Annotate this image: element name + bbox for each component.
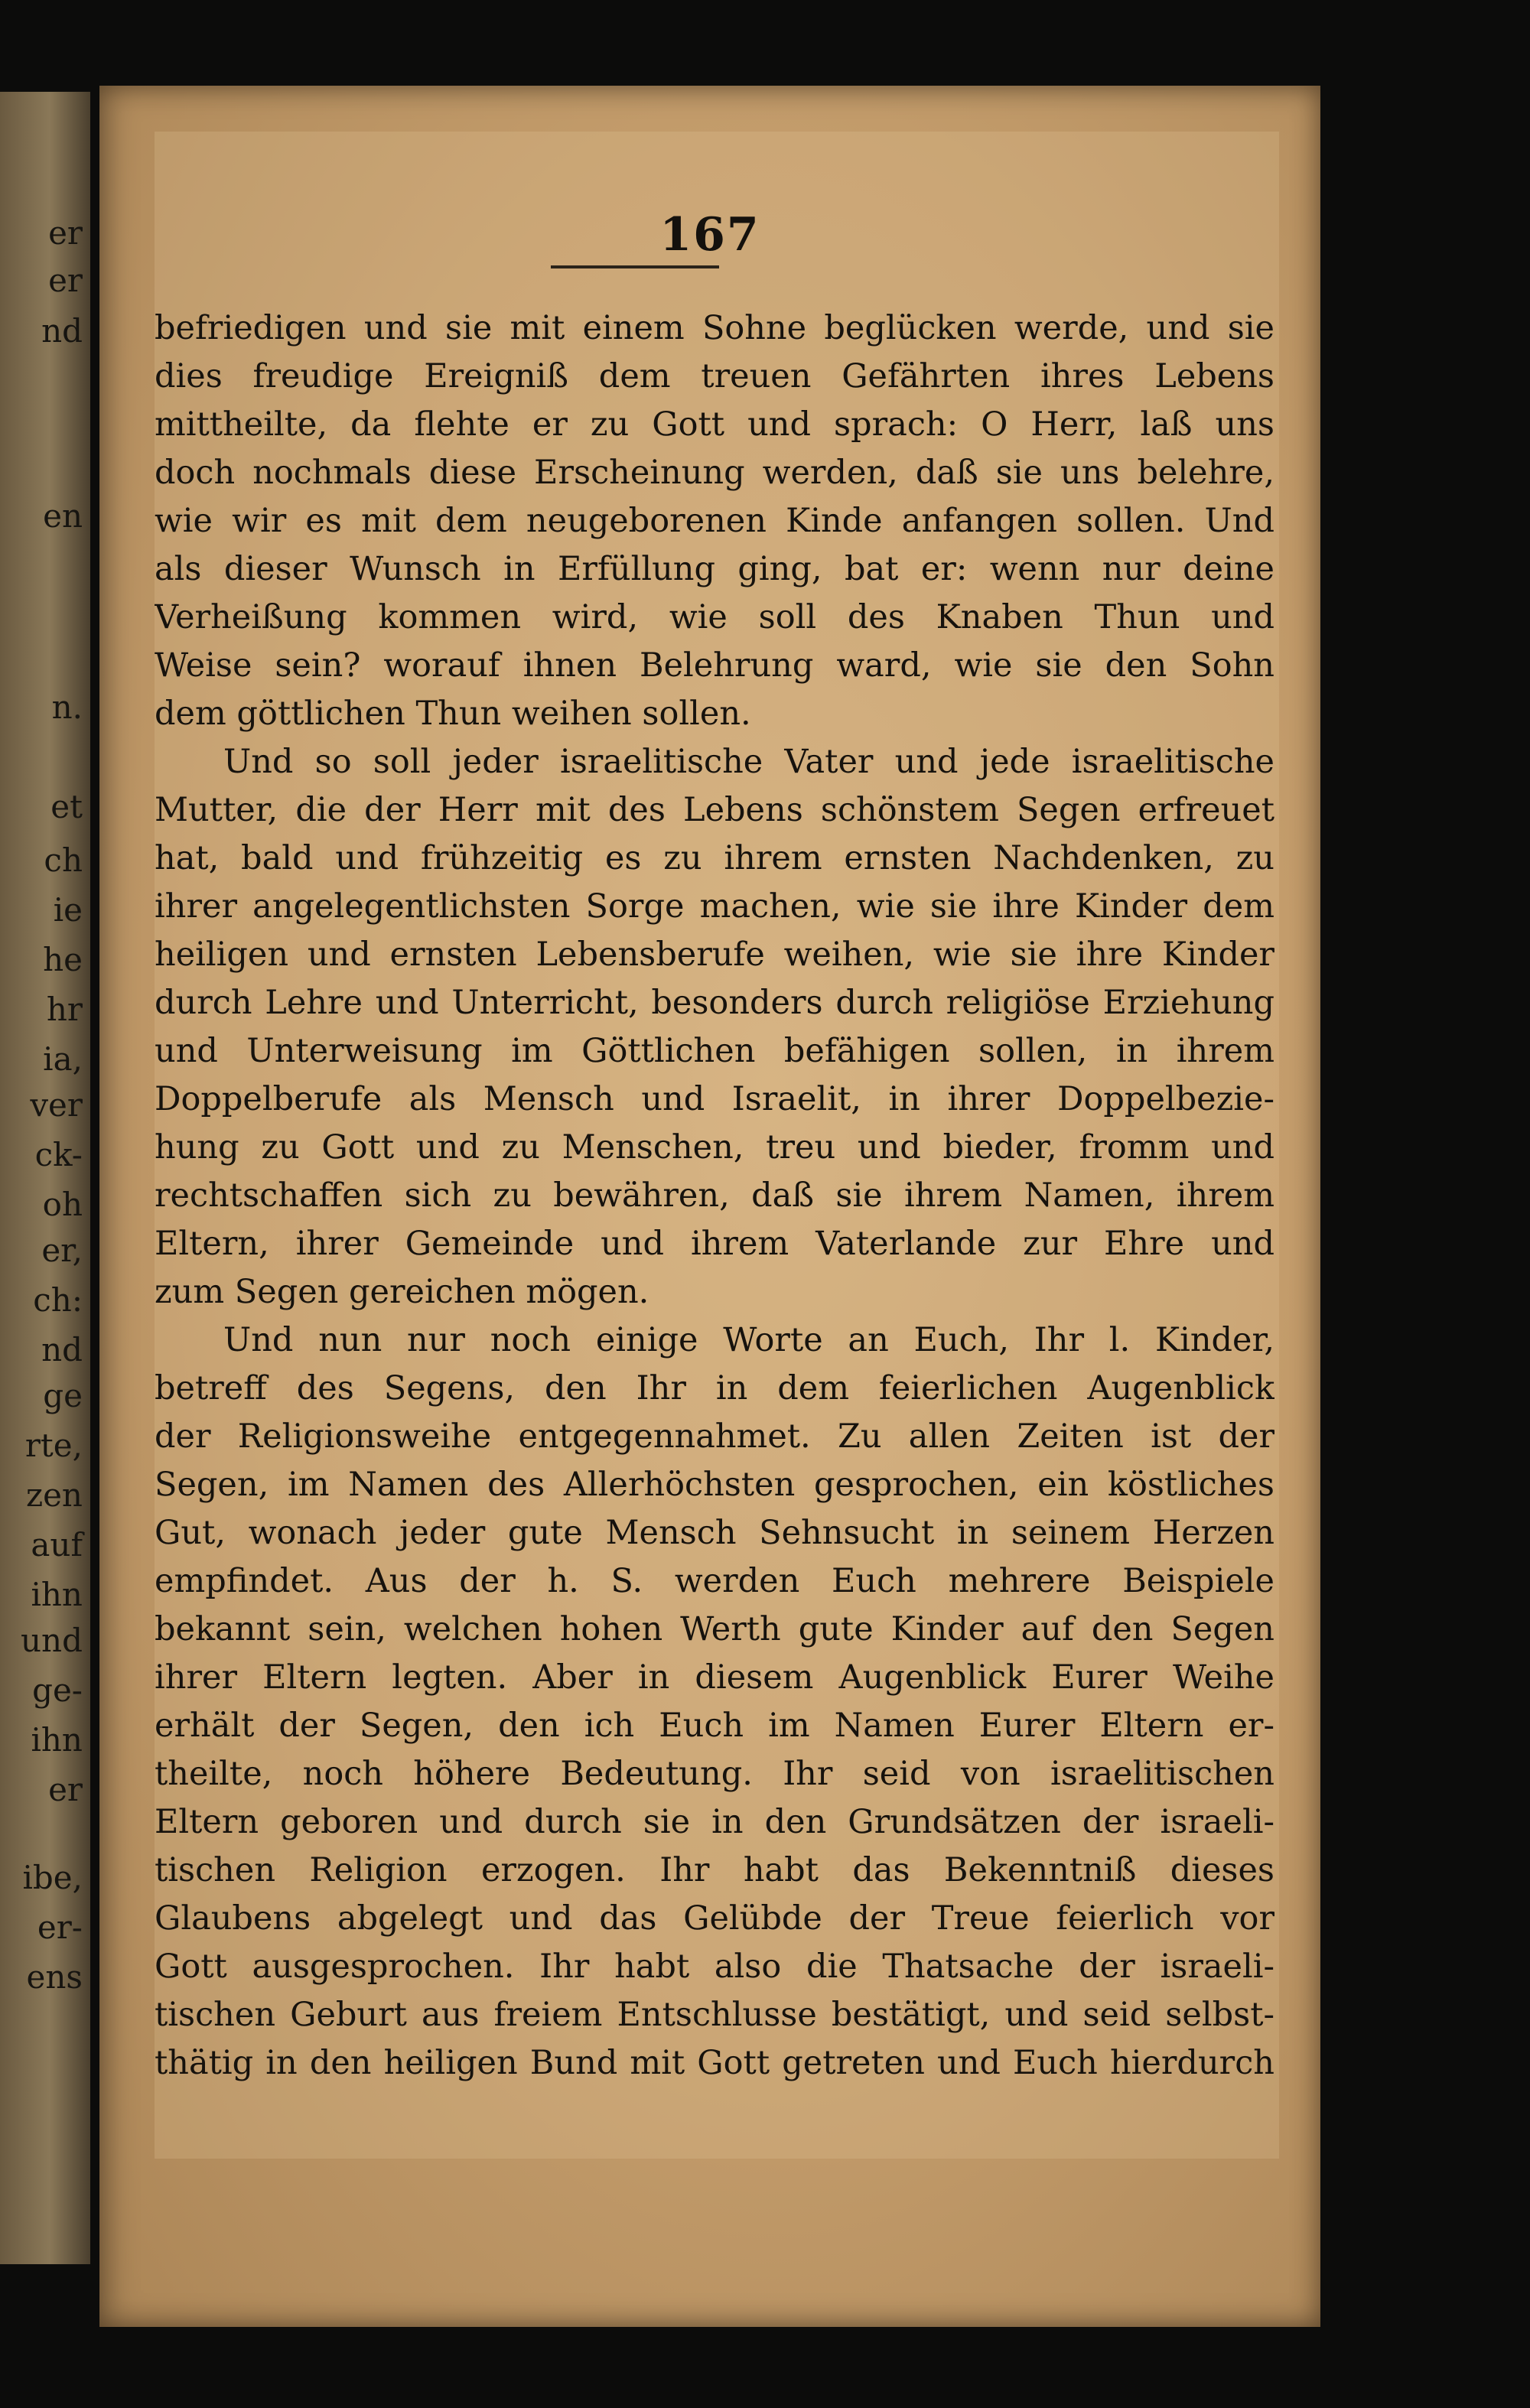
facing-page-fragment: er	[48, 1771, 83, 1808]
text-line: rechtschaffen sich zu bewähren, daß sie ihrem Namen, ihrem	[155, 1176, 1274, 1215]
facing-page-fragment: er	[48, 262, 83, 299]
text-line: tischen Geburt aus freiem Entschlusse bestätigt, und seid selbst-	[155, 1996, 1274, 2034]
facing-page-edge	[0, 92, 90, 2264]
page-number-rule	[551, 265, 719, 268]
text-line: Doppelberufe als Mensch und Israelit, in ihrer Doppelbezie-	[155, 1080, 1274, 1118]
facing-page-fragment: ie	[53, 891, 83, 929]
text-line: tischen Religion erzogen. Ihr habt das Bekenntniß dieses	[155, 1851, 1274, 1889]
text-line: theilte, noch höhere Bedeutung. Ihr seid von israelitischen	[155, 1755, 1274, 1793]
text-line: doch nochmals diese Erscheinung werden, daß sie uns belehre,	[155, 454, 1274, 492]
text-line: heiligen und ernsten Lebensberufe weihen, wie sie ihre Kinder	[155, 936, 1274, 974]
facing-page-fragment: ia,	[43, 1040, 83, 1078]
facing-page-fragment: nd	[41, 312, 83, 350]
facing-page-fragment: nd	[41, 1331, 83, 1368]
text-line: ihrer Eltern legten. Aber in diesem Augenblick Eurer Weihe	[155, 1658, 1274, 1697]
text-line: bekannt sein, welchen hohen Werth gute Kinder auf den Segen	[155, 1610, 1274, 1648]
text-line: mittheilte, da flehte er zu Gott und sprach: O Herr, laß uns	[155, 405, 1274, 444]
facing-page-fragment: auf	[31, 1526, 83, 1564]
facing-page-fragment: rte,	[24, 1427, 83, 1464]
facing-page-fragment: hr	[46, 991, 83, 1028]
text-line: Mutter, die der Herr mit des Lebens schönstem Segen erfreuet	[155, 791, 1274, 829]
facing-page-fragment: ens	[26, 1958, 83, 1996]
text-line: Eltern geboren und durch sie in den Grundsätzen der israeli-	[155, 1803, 1274, 1841]
text-line: befriedigen und sie mit einem Sohne beglücken werde, und sie	[155, 309, 1274, 347]
text-line: Verheißung kommen wird, wie soll des Knaben Thun und	[155, 598, 1274, 636]
text-line: Und nun nur noch einige Worte an Euch, Ihr l. Kinder,	[223, 1321, 1274, 1359]
facing-page-fragment: ihn	[31, 1721, 83, 1759]
page-number: 167	[659, 208, 760, 262]
facing-page-fragment: ck-	[34, 1136, 83, 1173]
text-line: wie wir es mit dem neugeborenen Kinde anfangen sollen. Und	[155, 502, 1274, 540]
facing-page-fragment: ch	[44, 841, 83, 879]
facing-page-fragment: n.	[51, 688, 83, 726]
text-line: Gott ausgesprochen. Ihr habt also die Thatsache der israeli-	[155, 1948, 1274, 1986]
text-line: und Unterweisung im Göttlichen befähigen sollen, in ihrem	[155, 1032, 1274, 1070]
text-line: Weise sein? worauf ihnen Belehrung ward, wie sie den Sohn	[155, 646, 1274, 685]
facing-page-fragment: en	[43, 497, 83, 535]
text-line: Eltern, ihrer Gemeinde und ihrem Vaterlande zur Ehre und	[155, 1225, 1274, 1263]
text-line: dem göttlichen Thun weihen sollen.	[155, 695, 751, 733]
text-line: Gut, wonach jeder gute Mensch Sehnsucht in seinem Herzen	[155, 1514, 1274, 1552]
facing-page-fragment: ibe,	[22, 1859, 83, 1896]
facing-page-fragment: he	[43, 941, 83, 978]
text-line: dies freudige Ereigniß dem treuen Gefährten ihres Lebens	[155, 357, 1274, 395]
facing-page-fragment: oh	[42, 1186, 83, 1223]
text-line: betreff des Segens, den Ihr in dem feierlichen Augenblick	[155, 1369, 1274, 1407]
facing-page-fragment: zen	[25, 1476, 83, 1514]
facing-page-fragment: er,	[41, 1232, 83, 1269]
book-page	[99, 86, 1320, 2327]
text-line: als dieser Wunsch in Erfüllung ging, bat er: wenn nur deine	[155, 550, 1274, 588]
text-line: erhält der Segen, den ich Euch im Namen Eurer Eltern er-	[155, 1707, 1274, 1745]
text-line: Glaubens abgelegt und das Gelübde der Treue feierlich vor	[155, 1899, 1274, 1938]
text-line: hung zu Gott und zu Menschen, treu und bieder, fromm und	[155, 1128, 1274, 1167]
text-line: thätig in den heiligen Bund mit Gott getreten und Euch hierdurch	[155, 2044, 1274, 2082]
text-line: Und so soll jeder israelitische Vater und jede israelitische	[223, 743, 1274, 781]
facing-page-fragment: und	[21, 1622, 83, 1659]
facing-page-fragment: ch:	[33, 1281, 83, 1319]
text-line: durch Lehre und Unterricht, besonders durch religiöse Erziehung	[155, 984, 1274, 1022]
facing-page-fragment: ge-	[32, 1671, 83, 1709]
facing-page-fragment: er	[48, 214, 83, 252]
text-line: ihrer angelegentlichsten Sorge machen, wie sie ihre Kinder dem	[155, 887, 1274, 926]
text-line: zum Segen gereichen mögen.	[155, 1273, 649, 1311]
text-line: hat, bald und frühzeitig es zu ihrem ernsten Nachdenken, zu	[155, 839, 1274, 877]
body-text	[155, 304, 1274, 2087]
facing-page-fragment: er-	[37, 1909, 83, 1946]
text-line: empfindet. Aus der h. S. werden Euch mehrere Beispiele	[155, 1562, 1274, 1600]
facing-page-fragment: ver	[30, 1086, 83, 1124]
facing-page-fragment: ihn	[31, 1576, 83, 1613]
text-line: der Religionsweihe entgegennahmet. Zu allen Zeiten ist der	[155, 1417, 1274, 1456]
facing-page-fragment: ge	[43, 1377, 83, 1414]
facing-page-fragment: et	[50, 788, 83, 825]
text-line: Segen, im Namen des Allerhöchsten gesprochen, ein köstliches	[155, 1466, 1274, 1504]
